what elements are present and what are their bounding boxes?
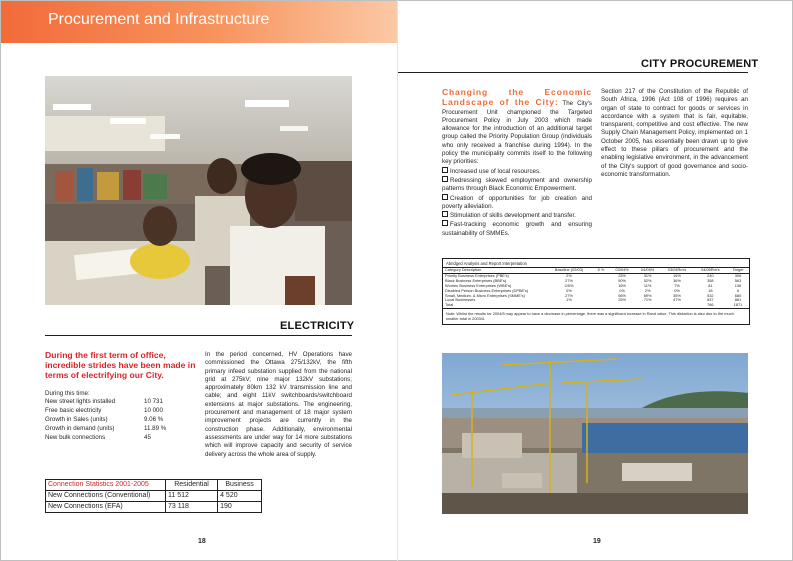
analysis-cell: Women Business Enterprises (WBE's) bbox=[445, 282, 512, 288]
priority-item bbox=[442, 176, 592, 194]
connection-row-label: New Connections (EFA) bbox=[46, 502, 166, 513]
analysis-header-cell: 5 Yr bbox=[593, 268, 609, 274]
analysis-cell: 50% bbox=[618, 277, 626, 283]
priority-text: Redressing skewed employment and ownership patterns through Black Economic Empowerment. bbox=[442, 176, 592, 193]
analysis-cell: 2% bbox=[566, 272, 572, 278]
analysis-cell: 16% bbox=[673, 272, 681, 278]
stat-label: New street lights installed bbox=[45, 398, 116, 405]
analysis-cell: 25% bbox=[618, 297, 626, 303]
analysis-table bbox=[443, 267, 749, 308]
analysis-table-title: Abridged Analysis and Report Interpretation bbox=[446, 261, 528, 266]
procurement-heading-rule bbox=[398, 72, 748, 73]
analysis-cell: 35% bbox=[673, 292, 681, 298]
stat-value: 10 000 bbox=[144, 406, 163, 414]
analysis-cell: 31% bbox=[643, 272, 652, 278]
priority-text: Increased use of local resources. bbox=[450, 167, 541, 175]
priority-item bbox=[442, 167, 592, 176]
stat-row-street-lights bbox=[45, 398, 195, 407]
connection-table-header-row bbox=[46, 480, 262, 491]
connection-row-residential: 11 512 bbox=[166, 491, 218, 502]
analysis-cell: 69% bbox=[643, 292, 652, 298]
analysis-cell: 0% bbox=[674, 287, 680, 293]
connection-table-header: Residential bbox=[166, 480, 218, 491]
checkbox-bullet-icon bbox=[442, 211, 448, 217]
analysis-cell: 18 bbox=[708, 287, 713, 293]
page-gutter bbox=[397, 0, 398, 561]
analysis-cell: 27% bbox=[565, 292, 573, 298]
stat-value: 11.89 % bbox=[144, 424, 167, 432]
analysis-header-cell: Category Description bbox=[443, 268, 545, 274]
electricity-heading-rule bbox=[45, 335, 352, 336]
analysis-cell: 2% bbox=[644, 287, 651, 293]
analysis-cell: 1871 bbox=[733, 302, 743, 308]
analysis-cell: 680 bbox=[734, 292, 742, 298]
connection-table-title: Connection Statistics 2001-2005 bbox=[46, 480, 166, 491]
analysis-cell: 136 bbox=[734, 282, 742, 288]
analysis-cell: 56% bbox=[618, 292, 626, 298]
electricity-body-text: In the period concerned, HV Operations have commissioned the Ottawa 275/132kV, the fifth primary infeed substation supplied from the national grid at 275kV; nine major 132kV substations; approximately 80km 132 kV transmission line and cable; and eight 11kV switchboards/switchboard extensions at major substations. The engineering, procurement and management of 18 major system improvement projects are currently in the construction phase. Additionally, environmental assessments are under way for 14 more substations which will improve capacity and security of service delivery across the whole area of supply. bbox=[205, 351, 352, 458]
checkbox-bullet-icon bbox=[442, 220, 448, 226]
connection-table-row bbox=[46, 491, 262, 502]
right-page-number: 19 bbox=[593, 538, 601, 545]
connection-row-residential: 73 118 bbox=[166, 502, 218, 513]
analysis-cell: 1% bbox=[566, 297, 572, 303]
analysis-cell: 71% bbox=[643, 297, 652, 303]
connection-row-business: 4 520 bbox=[218, 491, 262, 502]
stat-label: Growth in demand (units) bbox=[45, 424, 115, 432]
analysis-cell: 7% bbox=[674, 282, 680, 288]
analysis-cell: 0% bbox=[619, 287, 625, 293]
analysis-cell: 6 bbox=[736, 287, 740, 293]
priority-item bbox=[442, 211, 592, 220]
stat-row-demand-growth bbox=[45, 425, 195, 434]
stat-label: Growth in Sales (units) bbox=[45, 415, 108, 423]
analysis-cell: Total bbox=[445, 302, 454, 308]
stat-value: 10 731 bbox=[144, 398, 163, 405]
priority-item bbox=[442, 194, 592, 212]
procurement-column-1 bbox=[442, 88, 592, 238]
analysis-header-cell: 03/04% bbox=[609, 268, 635, 274]
connection-row-label: New Connections (Conventional) bbox=[46, 491, 166, 502]
analysis-cell: 2/5% bbox=[564, 282, 574, 288]
stats-intro: During this time: bbox=[45, 390, 90, 397]
analysis-table-box bbox=[442, 258, 750, 325]
construction-site-photo bbox=[442, 353, 748, 514]
analysis-header-cell: Baseline (02/03) bbox=[545, 268, 593, 274]
procurement-column-2: Section 217 of the Constitution of the Republic of South Africa, 1996 (Act 108 of 1996) requires an organ of state to contract for goods or services in accordance with a system that is fair, equitable, transparent, competitive and cost effective. The new Supply Chain Management Policy, implemented on 1 October 2005, has essentially been drawn up to give effect to these pillars of procurement and the enabling legislative environment, in the advancement of the City's support of good governance and socio-economic transformation. bbox=[601, 88, 748, 178]
priority-text: Stimulation of skills development and transfer. bbox=[450, 212, 576, 220]
analysis-cell: 537 bbox=[707, 297, 714, 303]
analysis-cell: 0% bbox=[566, 287, 572, 293]
electricity-stats-list bbox=[45, 398, 195, 443]
header-title: Procurement and Infrastructure bbox=[48, 11, 270, 28]
analysis-cell: 766 bbox=[707, 302, 714, 308]
procurement-lead-heading: Changing the Economic Landscape of the City: bbox=[442, 87, 592, 108]
analysis-cell: Priority Business Enterprises (PBE's) bbox=[445, 272, 509, 278]
stat-value: 9.06 % bbox=[144, 415, 164, 423]
analysis-header-cell: Target bbox=[727, 268, 749, 274]
analysis-cell: 306 bbox=[734, 272, 742, 278]
connection-statistics-table bbox=[45, 479, 262, 513]
analysis-cell: Local Businesses bbox=[445, 297, 476, 303]
connection-row-business: 190 bbox=[218, 502, 262, 513]
stat-row-free-basic bbox=[45, 407, 195, 416]
analysis-header-cell: 03/04Rm's bbox=[660, 268, 693, 274]
analysis-cell: 532 bbox=[707, 292, 714, 298]
analysis-header-cell: 04/05% bbox=[635, 268, 661, 274]
checkbox-bullet-icon bbox=[442, 194, 448, 200]
analysis-cell: 52% bbox=[643, 277, 652, 283]
analysis-cell: 36% bbox=[673, 277, 681, 283]
construction-site-photo-icon bbox=[442, 353, 748, 514]
analysis-cell: 81 bbox=[708, 282, 713, 288]
analysis-cell: 47% bbox=[673, 297, 681, 303]
analysis-cell: 563 bbox=[734, 277, 742, 283]
analysis-cell: 25% bbox=[618, 272, 626, 278]
stat-row-bulk-connections bbox=[45, 434, 195, 443]
priority-text: Fast-tracking economic growth and ensuring sustainability of SMMEs. bbox=[442, 221, 592, 237]
stat-label: Free basic electricity bbox=[45, 406, 102, 414]
classroom-photo bbox=[45, 76, 352, 305]
procurement-intro: The City's Procurement Unit championed the Targeted Procurement Policy in July 2003 which made allowance for the introduction of an additional target group called the Priority Population Group (individuals who only received a franchise during 1994). In the policy the municipality commits itself to the following key priorities: bbox=[442, 100, 592, 166]
connection-table-row bbox=[46, 502, 262, 513]
analysis-cell: 11% bbox=[643, 282, 652, 288]
analysis-cell: 881 bbox=[734, 297, 742, 303]
stat-value: 45 bbox=[144, 433, 151, 441]
analysis-cell: Small, Medium, & Micro Enterprises (SMME's) bbox=[445, 292, 525, 298]
left-page-number: 18 bbox=[198, 538, 206, 545]
electricity-heading: ELECTRICITY bbox=[280, 320, 355, 332]
analysis-header-cell: 04/05Rm's bbox=[694, 268, 727, 274]
analysis-table-note: Note: Whilst the results for 2004/5 may appear to have a decrease in percentage, there was a significant increase in Rand value. This distortion is also due to the much smaller total in 2003/4. bbox=[443, 308, 749, 323]
stat-row-sales-growth bbox=[45, 416, 195, 425]
analysis-cell: Black Business Enterprises (BBE's) bbox=[445, 277, 507, 283]
checkbox-bullet-icon bbox=[442, 176, 448, 182]
connection-table-header: Business bbox=[218, 480, 262, 491]
analysis-cell: 358 bbox=[707, 277, 714, 283]
stat-label: New bulk connections bbox=[45, 433, 106, 441]
procurement-heading: CITY PROCUREMENT bbox=[641, 58, 759, 70]
priority-item bbox=[442, 220, 592, 238]
priority-text: Creation of opportunities for job creation and poverty alleviation. bbox=[442, 194, 592, 210]
analysis-cell: 240 bbox=[707, 272, 714, 278]
analysis-cell: Disabled Person Business Enterprises (DPBE's) bbox=[445, 287, 529, 293]
analysis-cell: 16% bbox=[618, 282, 626, 288]
classroom-photo-icon bbox=[45, 76, 352, 305]
analysis-cell: 27% bbox=[565, 277, 573, 283]
electricity-lead-heading: During the first term of office, incredible strides have been made in terms of electrifying our City. bbox=[45, 350, 196, 381]
checkbox-bullet-icon bbox=[442, 167, 448, 173]
